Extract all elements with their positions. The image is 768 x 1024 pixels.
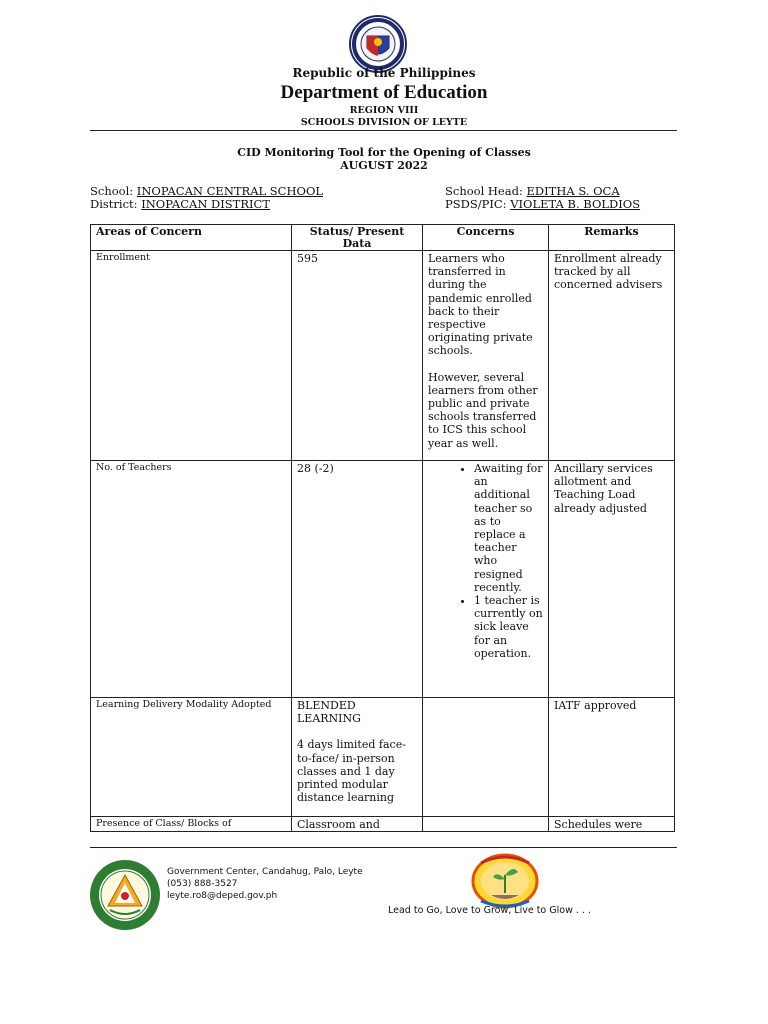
table-row <box>91 461 675 698</box>
footer-divider <box>90 847 677 848</box>
division-heading: SCHOOLS DIVISION OF LEYTE <box>300 117 468 128</box>
school-label: School: <box>90 184 137 198</box>
deped-seal-logo <box>340 14 416 74</box>
concerns-cell <box>423 698 549 817</box>
status-cell: 595 <box>292 251 423 461</box>
remarks-cell: Ancillary services allotment and Teaching Load already adjusted <box>549 461 675 698</box>
document-title <box>0 146 768 172</box>
footer-address: Government Center, Candahug, Palo, Leyte <box>167 867 363 877</box>
school-head-label: School Head: <box>445 184 527 198</box>
district-info <box>90 197 270 211</box>
psds-value: VIOLETA B. BOLDIOS <box>510 197 641 211</box>
concerns-bullet: • 1 teacher is currently on sick leave for an operation. <box>474 594 543 660</box>
concerns-cell <box>423 251 549 461</box>
table-header-row <box>91 225 675 251</box>
header-remarks: Remarks <box>549 225 675 251</box>
district-label: District: <box>90 197 142 211</box>
schools-division-of-leyte-logo <box>88 858 162 932</box>
header-concerns: Concerns <box>423 225 549 251</box>
remarks-cell: Schedules were <box>549 817 675 832</box>
header-status: Status/ Present Data <box>292 225 423 251</box>
header-areas-of-concern: Areas of Concern <box>91 225 292 251</box>
concerns-cell <box>423 817 549 832</box>
lead-love-live-logo <box>471 853 539 909</box>
concerns-cell <box>423 461 549 698</box>
concerns-paragraph: However, several learners from other public and private schools transferred to ICS this school year as well. <box>428 370 538 450</box>
school-info <box>90 184 323 198</box>
status-cell <box>292 698 423 817</box>
document-title-line2: AUGUST 2022 <box>340 159 428 172</box>
table-row <box>91 698 675 817</box>
table-row <box>91 817 675 832</box>
footer-email: leyte.ro8@deped.gov.ph <box>167 891 278 901</box>
department-heading: Department of Education <box>280 82 488 103</box>
district-value: INOPACAN DISTRICT <box>141 197 271 211</box>
school-head-info <box>445 184 620 198</box>
contact-info <box>167 866 363 902</box>
monitoring-table <box>90 224 675 832</box>
school-head-value: EDITHA S. OCA <box>526 184 620 198</box>
header-divider <box>90 130 677 131</box>
area-cell: Presence of Class/ Blocks of <box>91 817 292 832</box>
concerns-paragraph: Learners who transferred in during the pandemic enrolled back to their respective originating private schools. <box>428 252 533 358</box>
table-row <box>91 251 675 461</box>
concerns-bullet-list <box>428 462 543 660</box>
remarks-cell: Enrollment already tracked by all concerned advisers <box>549 251 675 461</box>
area-cell: No. of Teachers <box>91 461 292 698</box>
area-cell: Learning Delivery Modality Adopted <box>91 698 292 817</box>
footer-phone: (053) 888-3527 <box>167 879 238 889</box>
republic-heading: Republic of the Philippines <box>292 66 476 80</box>
status-cell: Classroom and <box>292 817 423 832</box>
region-heading: REGION VIII <box>349 105 419 116</box>
document-title-line1: CID Monitoring Tool for the Opening of Classes <box>237 146 531 159</box>
psds-label: PSDS/PIC: <box>445 197 511 211</box>
school-value: INOPACAN CENTRAL SCHOOL <box>136 184 324 198</box>
status-paragraph: BLENDED LEARNING <box>297 699 361 726</box>
status-cell: 28 (-2) <box>292 461 423 698</box>
area-cell: Enrollment <box>91 251 292 461</box>
footer-motto: Lead to Go, Love to Grow, Live to Glow . . . <box>388 905 591 916</box>
psds-info <box>445 197 640 211</box>
concerns-bullet: • Awaiting for an additional teacher so as to replace a teacher who resigned recently. <box>474 462 543 594</box>
remarks-cell: IATF approved <box>549 698 675 817</box>
status-paragraph: 4 days limited face-to-face/ in-person classes and 1 day printed modular distance learning <box>297 738 406 805</box>
